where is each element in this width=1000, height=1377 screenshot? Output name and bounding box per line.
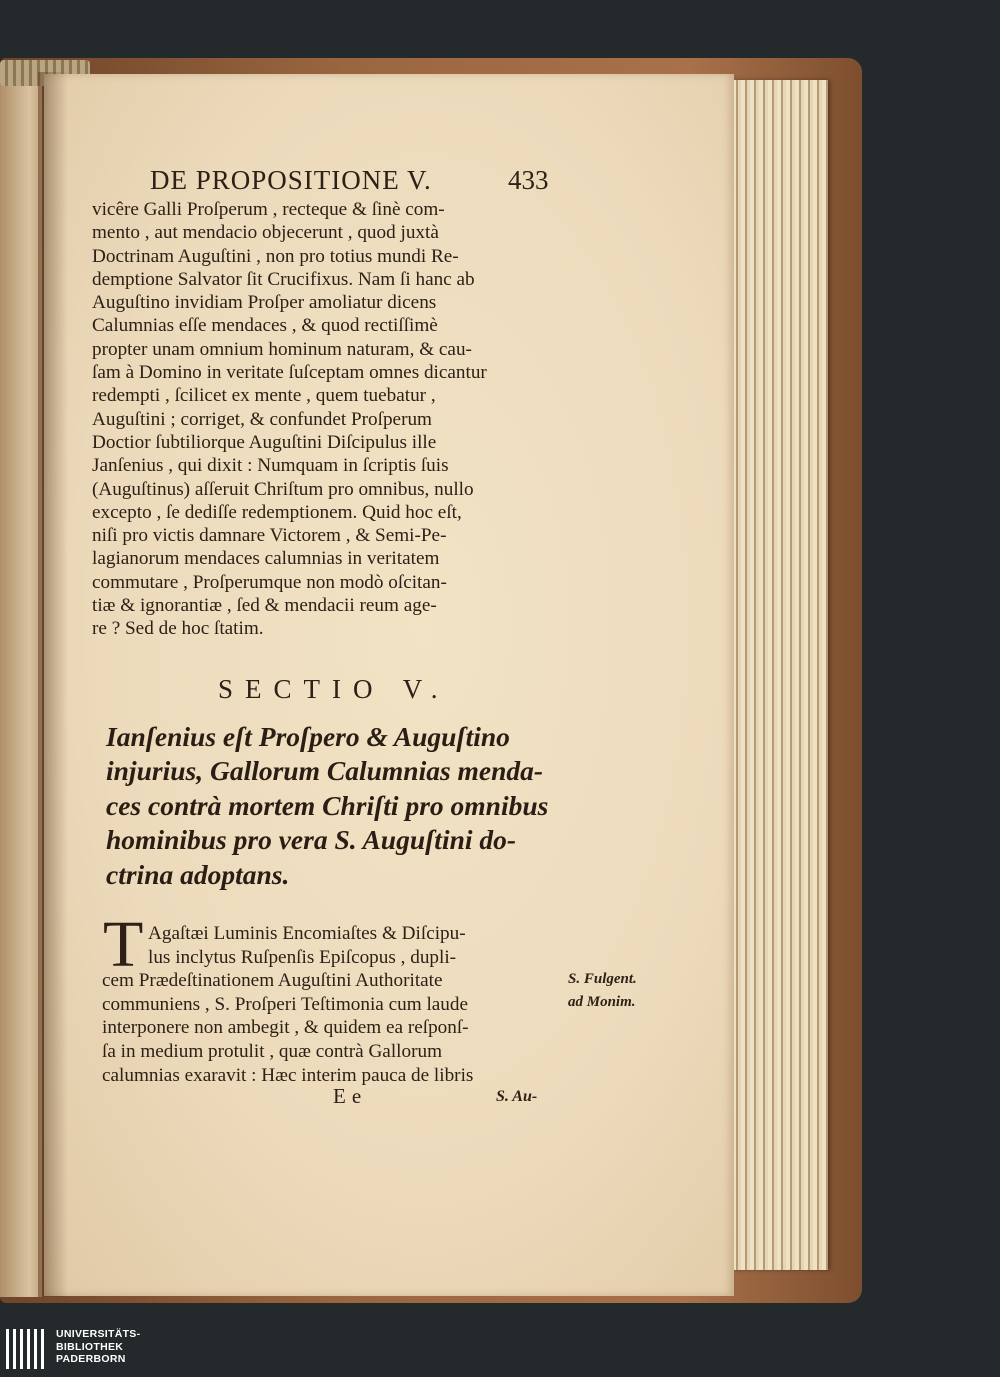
text-line: Auguſtino invidiam Proſper amoliatur dicens [92,292,437,314]
gutter-shadow [38,72,68,1297]
running-head: DE PROPOSITIONE V. [150,165,432,195]
text-line: cem Prædeſtinationem Auguſtini Authoritate [102,970,443,992]
library-footer [0,1325,1000,1377]
text-line: vicêre Galli Proſperum , recteque & ſinè com- [92,199,445,220]
text-line: demptione Salvator ſit Crucifixus. Nam ſi hanc ab [92,268,475,290]
text-line: Agaſtæi Luminis Encomiaſtes & Diſcipu- [148,923,466,944]
text-line: calumnias exaravit : Hæc interim pauca de libris [102,1064,474,1086]
text-line: interponere non ambegit , & quidem ea reſponſ- [102,1017,469,1039]
text-line: niſi pro victis damnare Victorem , & Semi-Pe- [92,525,447,547]
text-line: mento , aut mendacio objecerunt , quod juxtà [92,222,439,244]
text-line: Doctior ſubtiliorque Auguſtini Diſcipulus ille [92,431,437,453]
library-logo-text [56,1328,140,1366]
paragraph-text [102,922,572,1087]
logo-line: UNIVERSITÄTS- [56,1328,141,1340]
text-line: Auguſtini ; corriget, & confundet Proſperum [92,408,432,430]
text-line: communiens , S. Proſperi Teſtimonia cum laude [102,993,469,1015]
text-line: ſam à Domino in veritate ſuſceptam omnes dicantur [92,362,487,384]
text-line: excepto , ſe dediſſe redemptionem. Quid hoc eſt, [92,501,462,523]
section-subtitle [106,720,576,892]
left-page-edge [0,72,42,1297]
subtitle-line: hominibus pro vera S. Auguſtini do- [106,824,517,856]
subtitle-line: ctrina adoptans. [106,858,290,890]
logo-line: PADERBORN [56,1353,126,1365]
text-line: redempti , ſcilicet ex mente , quem tuebatur , [92,385,436,407]
page-edges [732,80,828,1270]
section-title: SECTIO V. [218,674,450,704]
text-line: Doctrinam Auguſtini , non pro totius mundi Re- [92,245,459,267]
text-line: Janſenius , qui dixit : Numquam in ſcriptis ſuis [92,455,449,477]
library-logo-icon [6,1329,50,1369]
body-text [92,198,564,641]
subtitle-line: ces contrà mortem Chriſti pro omnibus [106,789,549,821]
text-line: (Auguſtinus) aſſeruit Chriſtum pro omnibus, nullo [92,478,474,500]
margin-note-line: ad Monim. [568,994,636,1010]
subtitle-line: Ianſenius eſt Proſpero & Auguſtino [106,721,510,752]
text-line: propter unam omnium hominum naturam, & cau- [92,338,472,360]
text-line: ſa in medium protulit , quæ contrà Gallorum [102,1040,442,1062]
text-line: lus inclytus Ruſpenſis Epiſcopus , dupli- [148,946,457,968]
subtitle-line: injurius, Gallorum Calumnias menda- [106,755,544,787]
text-line: tiæ & ignorantiæ , ſed & mendacii reum age- [92,595,437,617]
drop-cap: T [103,908,144,981]
margin-note-line: S. Fulgent. [568,971,637,987]
text-line: Calumnias eſſe mendaces , & quod rectiſſimè [92,315,438,337]
text-line: lagianorum mendaces calumnias in veritatem [92,548,440,570]
catchword: S. Au- [496,1088,538,1105]
text-line: commutare , Proſperumque non modò oſcitan- [92,571,447,593]
logo-line: BIBLIOTHEK [56,1340,124,1353]
signature-mark: Ee [333,1084,368,1108]
page-number: 433 [508,165,549,195]
text-line: re ? Sed de hoc ſtatim. [92,618,264,640]
margin-note [568,968,637,1014]
